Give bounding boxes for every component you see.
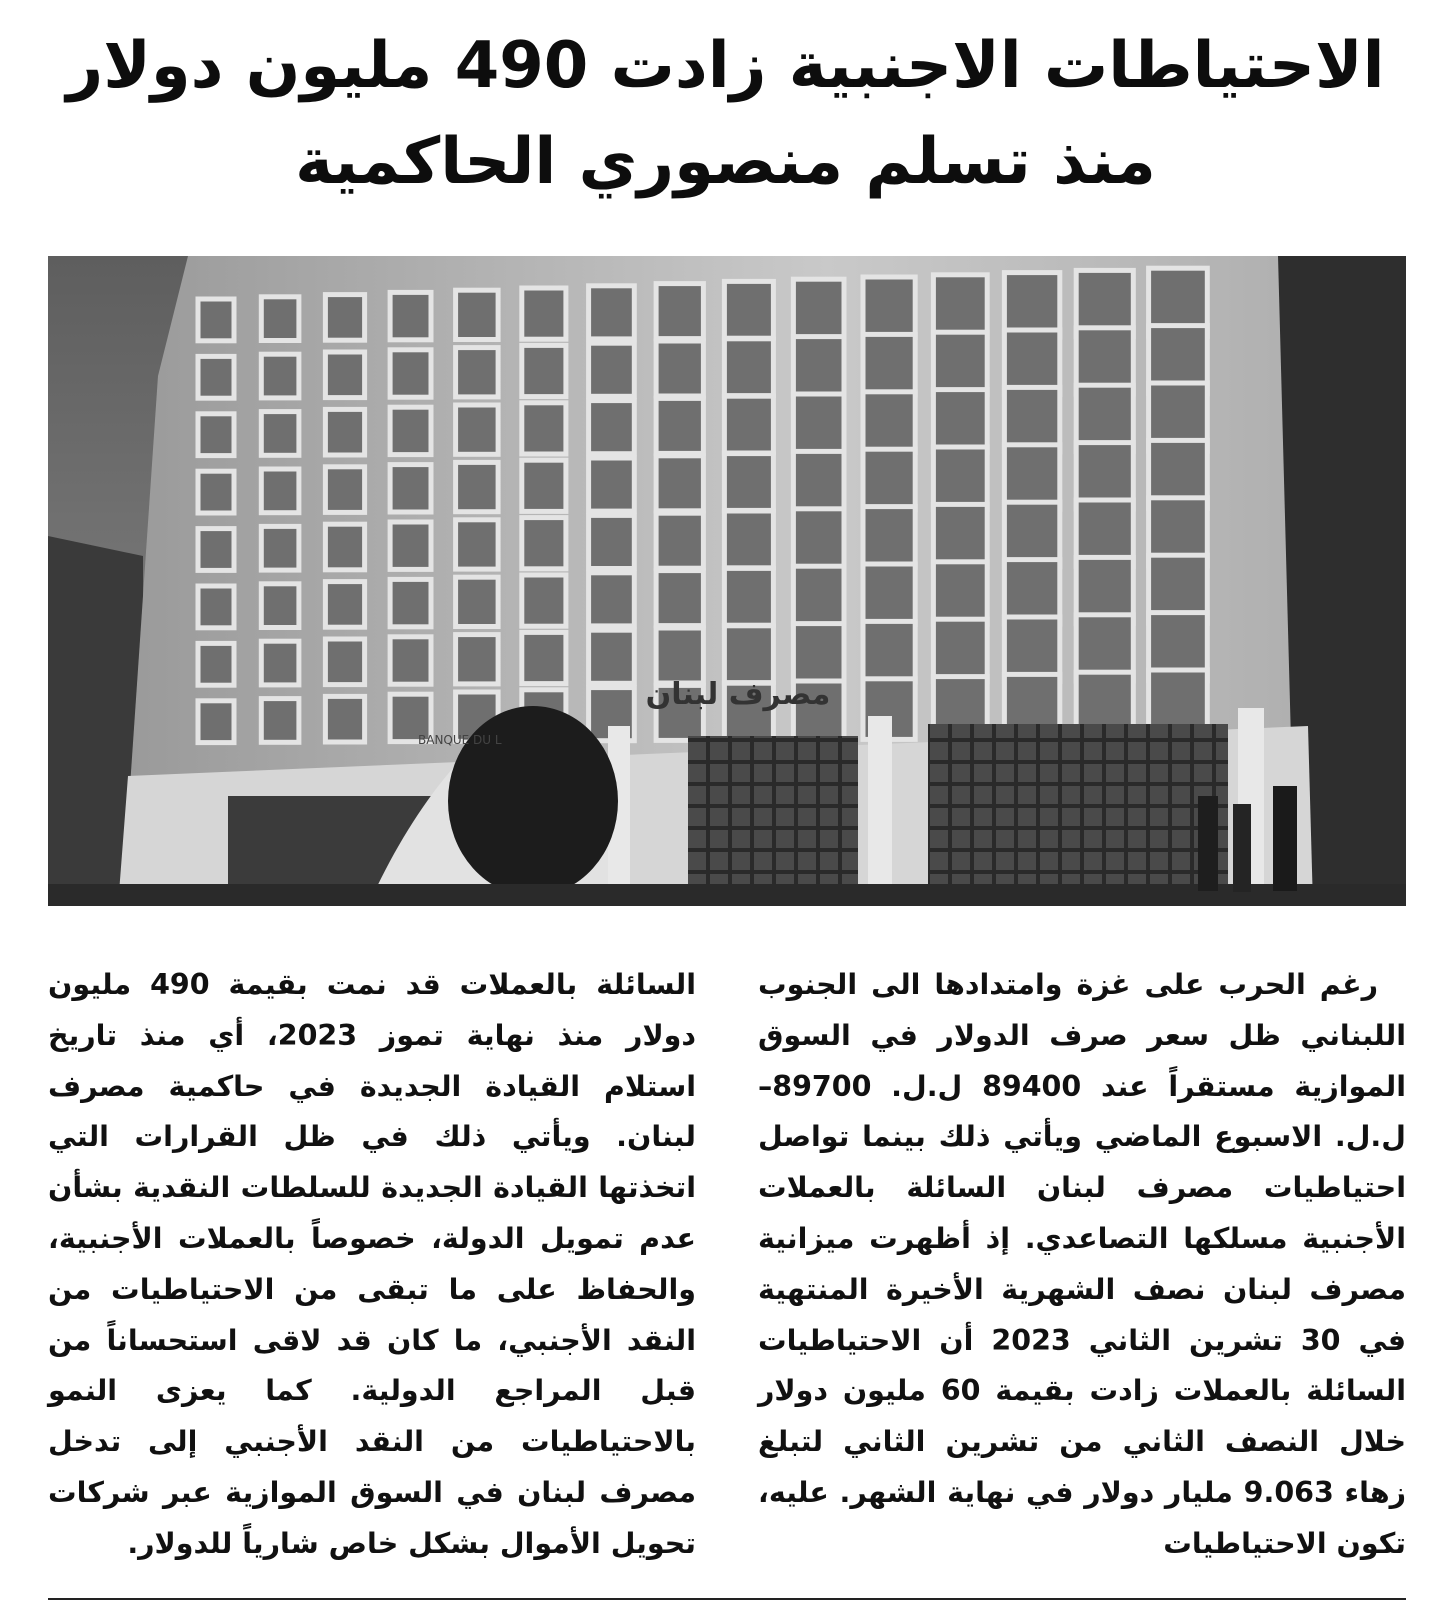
facade-window xyxy=(456,290,499,339)
facade-window xyxy=(456,577,499,626)
facade-window xyxy=(724,454,773,511)
facade-window xyxy=(325,352,364,398)
facade-window xyxy=(656,513,703,568)
facade-window xyxy=(456,405,499,454)
facade-window xyxy=(198,701,234,743)
facade-window xyxy=(589,458,635,511)
facade-window xyxy=(261,297,299,341)
article-column-left xyxy=(48,960,696,1570)
facade-window xyxy=(198,471,234,513)
facade-window xyxy=(656,571,703,626)
facade-window xyxy=(933,275,987,338)
facade-window xyxy=(325,409,364,455)
headline-line-1: الاحتياطات الاجنبية زادت 490 مليون دولار xyxy=(66,29,1385,103)
facade-window xyxy=(1004,502,1059,566)
facade-window xyxy=(390,579,431,626)
headline xyxy=(40,18,1411,210)
facade-window xyxy=(793,451,844,510)
facade-window xyxy=(656,341,703,396)
facade-window xyxy=(390,465,431,512)
facade-window xyxy=(390,407,431,454)
facade-window xyxy=(456,635,499,684)
facade-window xyxy=(1004,560,1059,624)
facade-window xyxy=(933,619,987,682)
facade-window xyxy=(863,621,915,682)
facade-window xyxy=(390,292,431,339)
article-body-left: السائلة بالعملات قد نمت بقيمة 490 مليون دولار منذ نهاية تموز 2023، أي منذ تاريخ استلام القيادة الجديدة في حاكمية مصرف لبنان. ويأتي ذلك في ظل القرارات التي اتخذتها القيادة الجديدة للسلطات النقدية بشأن عدم تمويل الدولة، خصوصاً بالعملات الأجنبية، والحفاظ على ما تبقى من الاحتياطيات من النقد الأجنبي، ما كان قد لاقى استحساناً من قبل المراجع الدولية. كما يعزى النمو بالاحتياطيات من النقد الأجنبي إلى تدخل مصرف لبنان في السوق الموازية عبر شركات تحويل الأموال بشكل خاص شارياً للدولار. xyxy=(48,968,697,1560)
facade-window xyxy=(863,449,915,510)
facade-window xyxy=(325,582,364,628)
facade-window xyxy=(1004,273,1059,337)
facade-window xyxy=(933,332,987,395)
facade-window xyxy=(656,628,703,683)
facade-window xyxy=(456,520,499,569)
facade-window xyxy=(198,643,234,685)
building-photo xyxy=(48,256,1406,906)
facade-window xyxy=(589,573,635,626)
facade-window xyxy=(261,641,299,685)
facade-window xyxy=(656,284,703,339)
facade-window xyxy=(198,356,234,398)
facade-window xyxy=(656,456,703,511)
facade-window xyxy=(325,295,364,341)
facade-window xyxy=(522,345,566,396)
facade-window xyxy=(863,507,915,568)
facade-window xyxy=(933,390,987,453)
facade-window xyxy=(198,414,234,456)
facade-window xyxy=(325,696,364,742)
facade-window xyxy=(325,467,364,513)
facade-window xyxy=(724,568,773,625)
facade-window xyxy=(589,630,635,683)
facade-window xyxy=(589,515,635,568)
facade-window xyxy=(1004,330,1059,394)
article-body-right: رغم الحرب على غزة وامتدادها الى الجنوب اللبناني ظل سعر صرف الدولار في السوق الموازية مستقراً عند 89400 ل.ل. 89700– ل.ل. الاسبوع الماضي ويأتي ذلك بينما تواصل احتياطيات مصرف لبنان السائلة بالعملات الأجنبية مسلكها التصاعدي. إذ أظهرت ميزانية مصرف لبنان نصف الشهرية الأخيرة المنتهية في 30 تشرين الثاني 2023 أن الاحتياطيات السائلة بالعملات زادت بقيمة 60 مليون دولار خلال النصف الثاني من تشرين الثاني لتبلغ زهاء 9.063 مليار دولار في نهاية الشهر. عليه، تكون الاحتياطيات xyxy=(758,968,1407,1560)
facade-window xyxy=(589,343,635,396)
bottom-divider xyxy=(48,1598,1406,1600)
facade-window xyxy=(863,564,915,625)
facade-window xyxy=(198,586,234,628)
facade-window xyxy=(1004,387,1059,451)
facade-window xyxy=(724,511,773,568)
facade-window xyxy=(933,562,987,625)
facade-window xyxy=(390,350,431,397)
facade-window xyxy=(1004,445,1059,509)
facade-window xyxy=(1004,617,1059,681)
facade-window xyxy=(456,462,499,511)
facade-window xyxy=(724,281,773,338)
facade-window xyxy=(261,699,299,743)
facade-window xyxy=(793,337,844,396)
facade-window xyxy=(390,522,431,569)
facade-window xyxy=(933,447,987,510)
headline-line-2: منذ تسلم منصوري الحاكمية xyxy=(295,125,1156,199)
facade-window xyxy=(261,354,299,398)
facade-window xyxy=(724,626,773,683)
facade-window xyxy=(793,279,844,338)
facade-window xyxy=(325,524,364,570)
facade-window xyxy=(261,584,299,628)
facade-window xyxy=(933,504,987,567)
facade-window xyxy=(522,575,566,626)
facade-window xyxy=(793,394,844,453)
facade-window xyxy=(724,396,773,453)
facade-window xyxy=(456,348,499,397)
facade-window xyxy=(863,392,915,453)
facade-window xyxy=(325,639,364,685)
facade-window xyxy=(589,286,635,339)
facade-window xyxy=(261,412,299,456)
facade-window xyxy=(522,632,566,683)
facade-window xyxy=(793,624,844,683)
facade-window xyxy=(724,339,773,396)
facade-window xyxy=(390,637,431,684)
facade-window xyxy=(522,403,566,454)
facade-window xyxy=(793,566,844,625)
central-bank-building-image xyxy=(48,256,1406,906)
facade-window xyxy=(522,518,566,569)
facade-window xyxy=(863,277,915,338)
facade-window xyxy=(656,398,703,453)
facade-window xyxy=(198,529,234,571)
facade-window xyxy=(589,401,635,454)
building-sign-arabic: مصرف لبنان xyxy=(645,677,831,712)
facade-window xyxy=(198,299,234,341)
facade-window xyxy=(261,526,299,570)
facade-window xyxy=(522,288,566,339)
facade-window xyxy=(863,334,915,395)
article-column-right xyxy=(758,960,1406,1570)
facade-window xyxy=(261,469,299,513)
facade-window xyxy=(522,460,566,511)
facade-window xyxy=(793,509,844,568)
building-sign-french: BANQUE DU L xyxy=(418,733,502,747)
